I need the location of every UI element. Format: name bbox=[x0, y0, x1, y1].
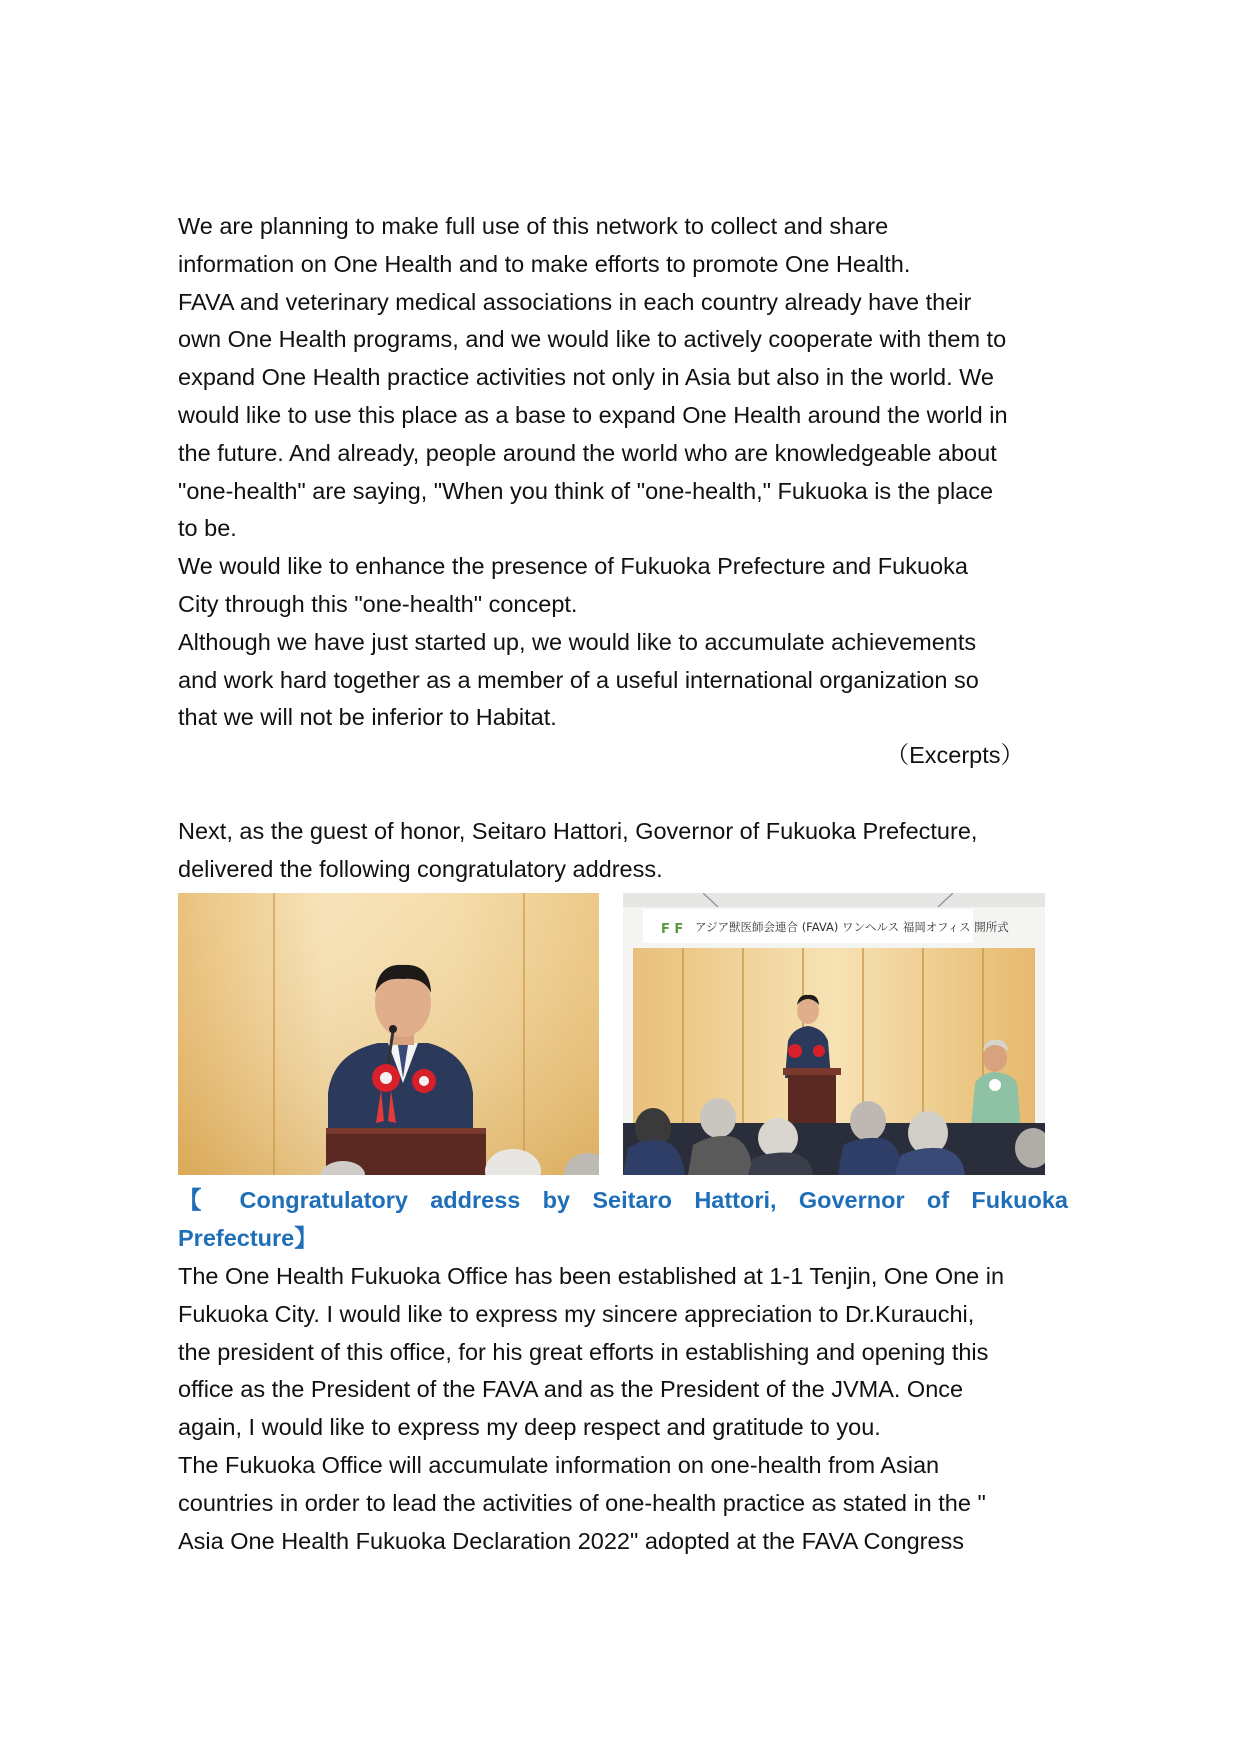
text-line: again, I would like to express my deep respect and gratitude to you. bbox=[178, 1414, 881, 1441]
governor-closeup-image bbox=[178, 893, 599, 1175]
banner-logo: F F bbox=[661, 922, 684, 938]
heading-line: Prefecture】 bbox=[178, 1225, 318, 1252]
photo-row bbox=[178, 893, 1068, 1177]
document-page bbox=[178, 208, 1068, 1560]
text-line: The Fukuoka Office will accumulate information on one-health from Asian bbox=[178, 1451, 940, 1478]
banner-text: アジア獣医師会連合 (FAVA) ワンヘルス 福岡オフィス 開所式 bbox=[695, 920, 1009, 935]
text-line: FAVA and veterinary medical associations in each country already have their bbox=[178, 288, 972, 315]
text-line: expand One Health practice activities not only in Asia but also in the world. We bbox=[178, 364, 994, 391]
text-line: The One Health Fukuoka Office has been established at 1-1 Tenjin, One One in bbox=[178, 1262, 1005, 1289]
ceremony-wide-image bbox=[623, 893, 1045, 1175]
governor-closeup-photo bbox=[178, 893, 599, 1175]
text-line: own One Health programs, and we would like to actively cooperate with them to bbox=[178, 326, 1007, 353]
spacer bbox=[178, 775, 1068, 813]
text-line: delivered the following congratulatory address. bbox=[178, 855, 663, 882]
paragraph-network bbox=[178, 208, 1068, 775]
text-line: We are planning to make full use of this network to collect and share bbox=[178, 213, 889, 239]
ceremony-wide-photo bbox=[623, 893, 1045, 1175]
text-line: Next, as the guest of honor, Seitaro Hattori, Governor of Fukuoka Prefecture, bbox=[178, 817, 978, 844]
text-line: that we will not be inferior to Habitat. bbox=[178, 704, 557, 731]
text-line: the president of this office, for his great efforts in establishing and opening this bbox=[178, 1338, 989, 1365]
text-line: office as the President of the FAVA and as the President of the JVMA. Once bbox=[178, 1376, 964, 1403]
text-line: to be. bbox=[178, 515, 237, 542]
text-line: Asia One Health Fukuoka Declaration 2022" adopted at the FAVA Congress bbox=[178, 1527, 965, 1554]
text-line: Fukuoka City. I would like to express my sincere appreciation to Dr.Kurauchi, bbox=[178, 1300, 975, 1327]
paragraph-guest-intro bbox=[178, 813, 1068, 889]
text-line: the future. And already, people around the world who are knowledgeable about bbox=[178, 439, 997, 466]
section-heading bbox=[178, 1182, 1068, 1258]
text-line: countries in order to lead the activities of one-health practice as stated in the " bbox=[178, 1489, 986, 1516]
text-line: City through this "one-health" concept. bbox=[178, 590, 578, 617]
text-line: information on One Health and to make efforts to promote One Health. bbox=[178, 250, 911, 277]
paragraph-governor-address bbox=[178, 1258, 1068, 1560]
text-line: and work hard together as a member of a useful international organization so bbox=[178, 666, 979, 693]
heading-line: 【 Congratulatory address by Seitaro Hattori, Governor of Fukuoka bbox=[178, 1187, 1068, 1214]
text-line: Although we have just started up, we would like to accumulate achievements bbox=[178, 628, 977, 655]
text-line: "one-health" are saying, "When you think of "one-health," Fukuoka is the place bbox=[178, 477, 994, 504]
excerpts-note: （Excerpts） bbox=[885, 742, 1024, 769]
text-line: would like to use this place as a base to expand One Health around the world in bbox=[178, 401, 1008, 428]
text-line: We would like to enhance the presence of Fukuoka Prefecture and Fukuoka bbox=[178, 553, 968, 580]
